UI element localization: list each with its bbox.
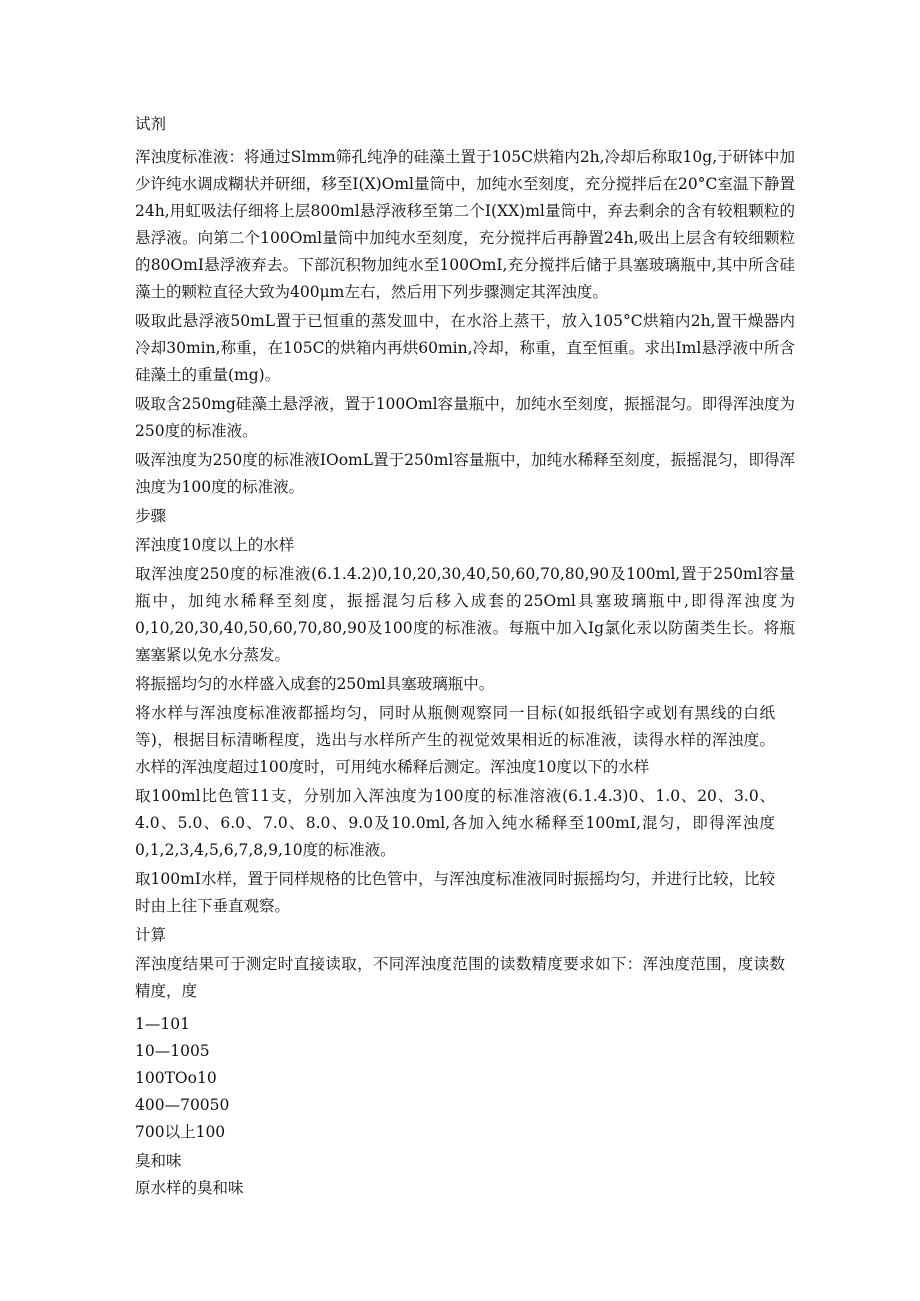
paragraph-250-standard: 吸取含250mg硅藻土悬浮液，置于100Oml容量瓶中，加纯水至刻度，振摇混匀。即得浑浊度为250度的标准液。	[135, 395, 795, 440]
paragraph-100-standard: 吸浑浊度为250度的标准液IOomL置于250ml容量瓶中，加纯水稀释至刻度，振摇混匀，即得浑浊度为100度的标准液。	[135, 451, 795, 496]
range-item: 400—70050	[135, 1096, 230, 1114]
range-item: 100TOo10	[135, 1069, 217, 1087]
paragraph-compare: 将水样与浑浊度标准液都摇均匀，同时从瓶侧观察同一目标(如报纸铅字或划有黑线的白纸等)，根据目标清晰程度，选出与水样所产生的视觉效果相近的标准液，读得水样的浑浊度。水样的浑浊度超过100度时，可用纯水稀释后测定。浑浊度10度以下的水样	[135, 704, 775, 776]
document-body	[135, 111, 795, 1202]
range-item: 10—1005	[135, 1042, 210, 1060]
heading-steps: 步骤	[135, 507, 167, 525]
paragraph-calculation: 浑浊度结果可于测定时直接读取，不同浑浊度范围的读数精度要求如下：浑浊度范围，度读数精度，度	[135, 955, 785, 1000]
range-item: 1—101	[135, 1015, 190, 1033]
heading-odor-raw: 原水样的臭和味	[135, 1179, 244, 1197]
paragraph-observe: 取100mI水样，置于同样规格的比色管中，与浑浊度标准液同时振摇均匀，并进行比较，比较时由上往下垂直观察。	[135, 870, 775, 915]
paragraph-weighing: 吸取此悬浮液50mL置于已恒重的蒸发皿中，在水浴上蒸干，放入105°C烘箱内2h,置干燥器内冷却30min,称重，在105C的烘箱内再烘60min,冷却，称重，直至恒重。求出Iml悬浮液中所含硅藻土的重量(mg)。	[135, 312, 795, 384]
heading-odor: 臭和味	[135, 1152, 182, 1170]
heading-calculation: 计算	[135, 926, 167, 944]
paragraph-standard-preparation: 浑浊度标准液：将通过Slmm筛孔纯净的硅藻土置于105C烘箱内2h,冷却后称取10g,于研钵中加少许纯水调成糊状并研细，移至I(X)Oml量筒中，加纯水至刻度，充分搅拌后在20°C室温下静置24h,用虹吸法仔细将上层800ml悬浮液移至第二个I(XX)ml量筒中，弃去剩余的含有较粗颗粒的悬浮液。向第二个100Oml量筒中加纯水至刻度，充分搅拌后再静置24h,吸出上层含有较细颗粒的80OmI悬浮液弃去。下部沉积物加纯水至100OmI,充分搅拌后储于具塞玻璃瓶中,其中所含硅藻土的颗粒直径大致为400μm左右，然后用下列步骤测定其浑浊度。	[135, 148, 795, 301]
heading-reagents: 试剂	[135, 115, 167, 133]
paragraph-sample: 将振摇均匀的水样盛入成套的250ml具塞玻璃瓶中。	[135, 675, 495, 693]
paragraph-standard-series: 取浑浊度250度的标准液(6.1.4.2)0,10,20,30,40,50,60,70,80,90及100ml,置于250ml容量瓶中，加纯水稀释至刻度，振摇混匀后移入成套的25Oml具塞玻璃瓶中,即得浑浊度为0,10,20,30,40,50,60,70,80,90及100度的标准液。每瓶中加入Ig氯化汞以防菌类生长。将瓶塞塞紧以免水分蒸发。	[135, 565, 795, 664]
range-item: 700以上100	[135, 1123, 226, 1141]
paragraph-tubes: 取100ml比色管11支，分别加入浑浊度为100度的标准溶液(6.1.4.3)0、1.0、20、3.0、4.0、5.0、6.0、7.0、8.0、9.0及10.0ml,各加入纯水稀释至100mI,混匀，即得浑浊度0,1,2,3,4,5,6,7,8,9,10度的标准液。	[135, 787, 775, 859]
range-list	[135, 1011, 795, 1146]
heading-above-10: 浑浊度10度以上的水样	[135, 536, 295, 554]
